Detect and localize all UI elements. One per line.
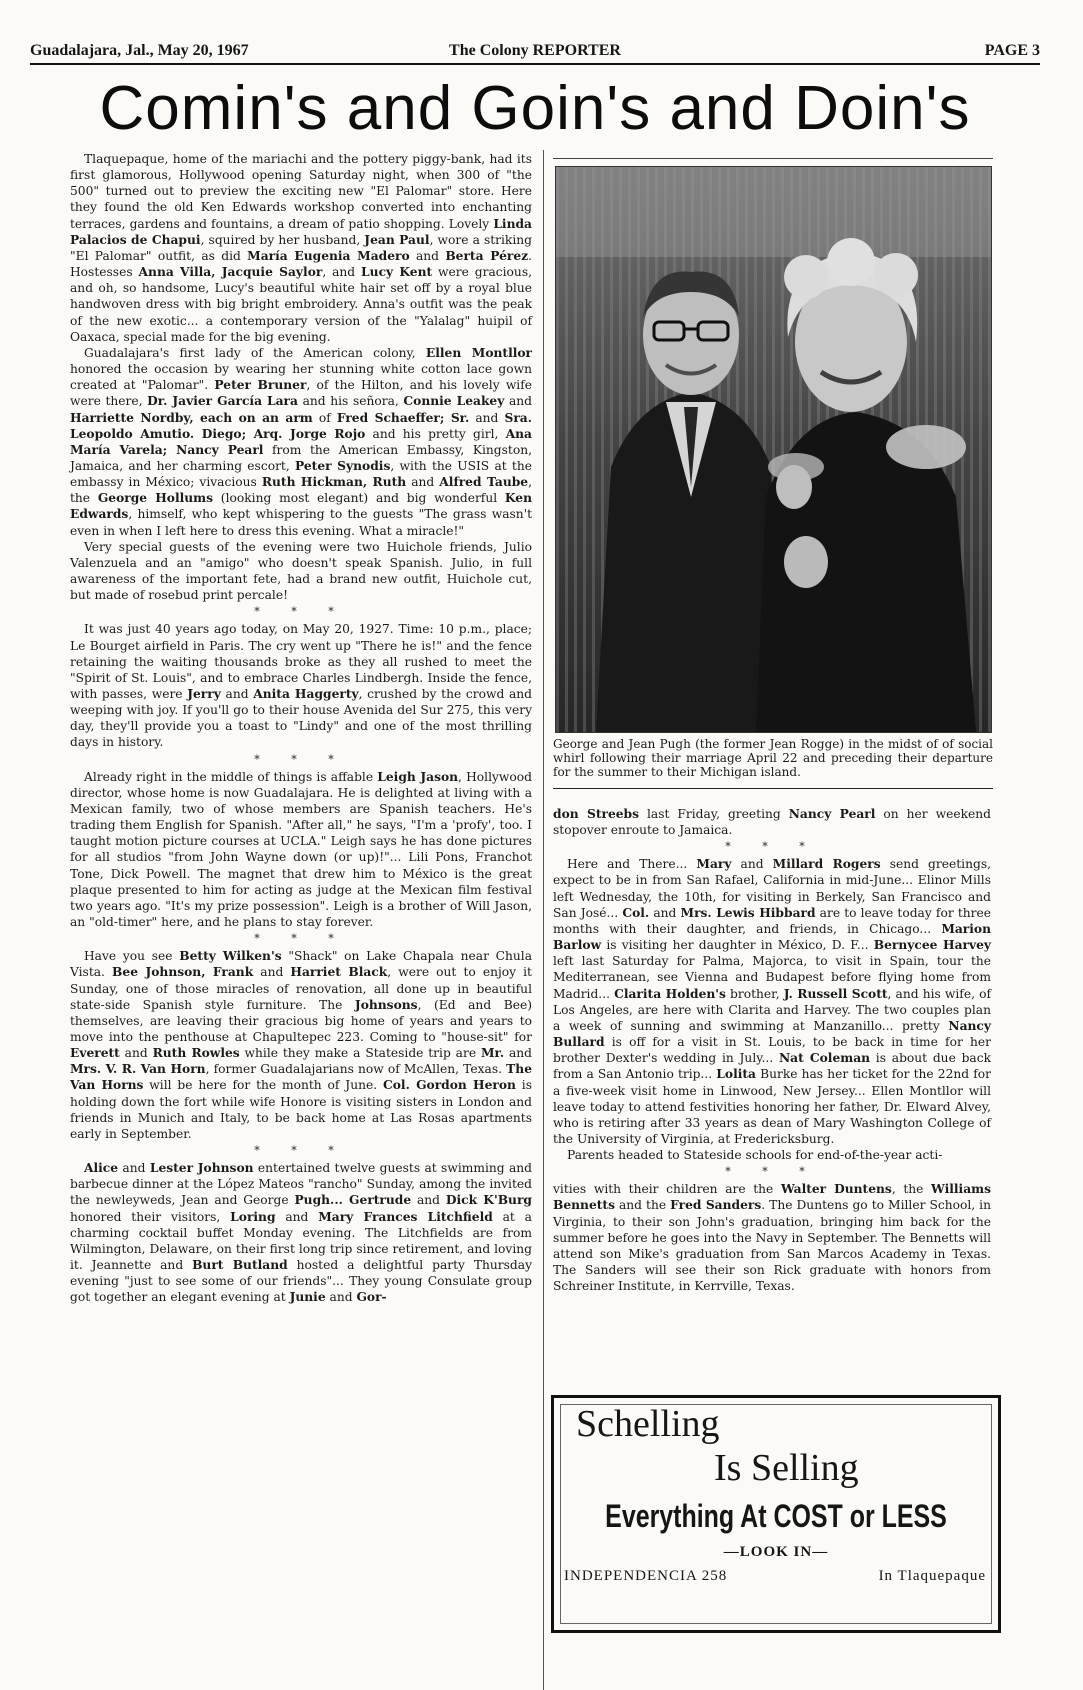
bold-name: Burt Butland — [192, 1257, 288, 1272]
bold-name: Ellen Montllor — [425, 344, 532, 360]
article-paragraph: Already right in the middle of things is affable Leigh Jason, Hollywood director, whose home is now Guadalajara. He is delighted at living with a Mexican family, two of whose members are Spanish teachers. He's trading them English for Spanish. "After all," he says, "I'm a 'profy', too. I taught motion picture courses at UCLA." Leigh says he has done pictures for all studios "from John Wayne down (or up)!"... Lili Pons, Franchot Tone, Dick Powell. The magnet that drew him to México is the great plaque presented to him for acting as judge at the Mexican film festival two years ago. "It's my prize possession". Leigh is a brother of Will Jason, an "old-timer" here, and he plans to stay forever. — [70, 768, 532, 930]
section-stars: * * * — [254, 1144, 348, 1158]
bold-name: Johnsons — [354, 996, 418, 1012]
bold-name: Dick K'Burg — [445, 1192, 532, 1208]
bold-name: Peter Bruner — [214, 377, 307, 393]
column-divider — [543, 150, 544, 1690]
section-stars: * * * — [725, 840, 819, 854]
article-paragraph: vities with their children are the Walter Duntens, the Williams Bennetts and the Fred Sanders. The Duntens go to Miller School, in Virginia, to their son John's graduation, bringing him back for the summer before he goes into the Navy in September. The Bennetts will attend son Mike's graduation from San Marcos Academy in Texas. The Sanders will see their son Rick graduate with honors from Schreiner Institute, in Kerrville, Texas. — [553, 1181, 991, 1294]
bold-name: Alice — [84, 1160, 119, 1176]
photo-rule — [553, 158, 993, 159]
photo-caption: George and Jean Pugh (the former Jean Rogge) in the midst of of social whirl following their marriage April 22 and preceding their departure for the summer to their Michigan island. — [553, 737, 993, 779]
article-paragraph: don Streebs last Friday, greeting Nancy Pearl on her weekend stopover enroute to Jamaica. — [553, 806, 991, 838]
section-stars: * * * — [254, 932, 348, 946]
dateline: Guadalajara, Jal., May 20, 1967 — [30, 42, 249, 59]
bold-name: Williams Bennetts — [553, 1181, 991, 1213]
bold-name: Clarita Holden's — [614, 985, 726, 1001]
bold-name: Linda Palacios de Chapui — [70, 215, 532, 247]
bold-name: Ken Edwards — [70, 490, 532, 522]
bold-name: Col. — [622, 904, 650, 920]
bold-name: Mary — [696, 856, 732, 872]
bold-name: Ruth Rowles — [152, 1045, 240, 1061]
bold-name: Ana María Varela; Nancy Pearl — [70, 425, 532, 457]
bold-name: Junie — [289, 1289, 326, 1305]
bold-name: Mrs. Lewis Hibbard — [680, 904, 816, 920]
bold-name: J. Russell Scott — [783, 985, 888, 1001]
ad-offer: Everything At COST or LESS — [605, 1498, 947, 1534]
bold-name: Connie Leakey — [403, 393, 505, 409]
bold-name: Harriet Black — [290, 964, 388, 980]
bold-name: Everett — [70, 1045, 120, 1061]
bold-name: Marion Barlow — [553, 920, 991, 953]
bold-name: Fred Schaeffer; Sr. — [336, 409, 470, 425]
schelling-advertisement — [551, 1395, 1001, 1633]
bold-name: Mary Frances Litchfield — [318, 1208, 493, 1224]
article-paragraph: Tlaquepaque, home of the mariachi and the pottery piggy-bank, had its first glamorous, Hollywood opening Saturday night, when 300 of "the 500" turned out to preview the exciting new "El Palomar" store. Here they found the old Ken Edwards workshop converted into enchanting terraces, gardens and fountains, a dream of patio shopping. Lovely Linda Palacios de Chapui, squired by her husband, Jean Paul, wore a striking "El Palomar" outfit, as did María Eugenia Madero and Berta Pérez. Hostesses Anna Villa, Jacquie Saylor, and Lucy Kent were gracious, and oh, so handsome, Lucy's beautiful white hair set off by a royal blue handwoven dress with big bright embroidery. Anna's outfit was the peak of the new exotic... a contemporary version of the "Yalalag" huipil of Oaxaca, special made for the big evening. — [70, 152, 533, 344]
bold-name: Peter Synodis — [294, 457, 391, 473]
right-column — [553, 806, 991, 1294]
bold-name: Berta Pérez — [445, 247, 529, 263]
article-paragraph: Here and There... Mary and Millard Rogers send greetings, expect to be in from San Rafael, California in mid-June... Elinor Mills left Wednesday, the 10th, for visiting in Berkely, San Francisco and San José... Col. and Mrs. Lewis Hibbard are to leave today for three months with their daughter, and friends, in Chicago... Marion Barlow is visiting her daughter in México, D. F... Bernycee Harvey left last Saturday for Palma, Majorca, to visit in Spain, tour the Mediterranean, see Vienna and Budapest before flying home from Madrid... Clarita Holden's brother, J. Russell Scott, and his wife, of Los Angeles, are here with Clarita and Harvey. The two couples plan a week of sunning and swimming at Manzanillo... pretty Nancy Bullard is off for a visit in St. Louis, to be back in time for her brother Dexter's wedding in July... Nat Coleman is about due back from a San Antonio trip... Lolita Burke has her ticket for the 22nd for a five-week visit home in Linwood, New Jersey... Ellen Montllor will leave today to attend festivities honoring her father, Dr. Elward Alvey, who is retiring after 33 years as dean of Mary Washington College of the University of Virginia, at Fredericksburg. — [553, 856, 991, 1146]
article-paragraph: Have you see Betty Wilken's "Shack" on Lake Chapala near Chula Vista. Bee Johnson, Frank and Harriet Black, were out to enjoy it Sunday, one of those miracles of renovation, all done up in beautiful state-side Spanish style furniture. The Johnsons, (Ed and Bee) themselves, are leaving their gracious big home of years and years to move into the penthouse at Chapultepec 223. Coming to "house-sit" for Everett and Ruth Rowles while they make a Stateside trip are Mr. and Mrs. V. R. Van Horn, former Guadalajarians now of McAllen, Texas. The Van Horns will be here for the month of June. Col. Gordon Heron is holding down the fort while wife Honore is visiting sisters in London and friends in Munich and Italy, to be back home at Las Rosas apartments early in September. — [70, 948, 533, 1141]
section-stars: * * * — [254, 752, 348, 766]
bold-name: George Hollums — [97, 490, 214, 506]
masthead-rule — [30, 63, 1040, 65]
bold-name: don Streebs — [553, 806, 639, 821]
article-paragraph: Very special guests of the evening were two Huichole friends, Julio Valenzuela and an "amigo" who doesn't speak Spanish. Julio, in full awareness of the important fete, had a brand new outfit, Huichole cut, but made of rosebud print percale! — [70, 539, 532, 603]
bold-name: The Van Horns — [70, 1061, 532, 1093]
ad-selling-line: Is Selling — [714, 1447, 859, 1489]
bold-name: Bernycee Harvey — [873, 937, 991, 953]
bold-name: Ruth Hickman, Ruth — [261, 474, 407, 490]
section-stars: * * * — [254, 605, 348, 619]
article-paragraph: Guadalajara's first lady of the American colony, Ellen Montllor honored the occasion by wearing her stunning white cotton lace gown created at "Palomar". Peter Bruner, of the Hilton, and his lovely wife were there, Dr. Javier García Lara and his señora, Connie Leakey and Harriette Nordby, each on an arm of Fred Schaeffer; Sr. and Sra. Leopoldo Amutio. Diego; Arq. Jorge Rojo and his pretty girl, Ana María Varela; Nancy Pearl from the American Embassy, Kingston, Jamaica, and her charming escort, Peter Synodis, with the USIS at the embassy in México; vivacious Ruth Hickman, Ruth and Alfred Taube, the George Hollums (looking most elegant) and big wonderful Ken Edwards, himself, who kept whispering to the guests "The grass wasn't even in when I left here to dress this evening. What a miracle!" — [70, 344, 533, 538]
article-paragraph: Parents headed to Stateside schools for end-of-the-year acti- — [567, 1148, 943, 1163]
bold-name: Walter Duntens — [780, 1181, 892, 1197]
ad-look-in: —LOOK IN— — [723, 1544, 829, 1560]
ad-store-name: Schelling — [576, 1403, 720, 1445]
bold-name: Sra. Leopoldo Amutio. Diego; Arq. Jorge Rojo — [70, 409, 532, 441]
bold-name: Nat Coleman — [778, 1050, 871, 1066]
bold-name: Pugh... Gertrude — [294, 1192, 412, 1208]
couple-photo-graphic — [556, 167, 991, 732]
bold-name: Harriette Nordby, each on an arm — [70, 409, 313, 425]
bold-name: Mr. — [480, 1045, 505, 1061]
bold-name: Jerry — [187, 686, 221, 701]
bold-name: María Eugenia Madero — [247, 247, 410, 263]
bold-name: Millard Rogers — [772, 856, 881, 872]
bold-name: Dr. Javier García Lara — [147, 393, 298, 409]
masthead — [30, 34, 1040, 64]
bold-name: Nancy Pearl — [788, 806, 876, 821]
section-stars: * * * — [725, 1165, 819, 1179]
bold-name: Lucy Kent — [361, 264, 433, 280]
caption-rule — [553, 788, 993, 789]
ad-town: In Tlaquepaque — [878, 1568, 986, 1584]
bold-name: Bee Johnson, Frank — [112, 964, 254, 980]
bold-name: Gor- — [356, 1289, 387, 1305]
bold-name: Anita Haggerty — [253, 686, 359, 701]
bold-name: Lester Johnson — [149, 1160, 254, 1176]
bold-name: Jean Paul — [364, 231, 430, 247]
paper-name: The Colony REPORTER — [449, 42, 621, 59]
article-paragraph: Alice and Lester Johnson entertained twelve guests at swimming and barbecue dinner at the López Mateos "rancho" Sunday, among the invited the newleyweds, Jean and George Pugh... Gertrude and Dick K'Burg honored their visitors, Loring and Mary Frances Litchfield at a charming cocktail buffet Monday evening. The Litchfields are from Wilmington, Delaware, on their first long trip since retirement, and loving it. Jeannette and Burt Butland hosted a delightful party Thursday evening "just to see some of our friends"... They young Consulate group got together an elegant evening at Junie and Gor- — [70, 1160, 533, 1305]
couple-photo — [555, 166, 992, 733]
bold-name: Alfred Taube — [439, 474, 529, 490]
bold-name: Nancy Bullard — [553, 1017, 991, 1050]
page-number: PAGE 3 — [984, 42, 1040, 59]
bold-name: Fred Sanders — [670, 1197, 762, 1213]
bold-name: Betty Wilken's — [179, 948, 282, 964]
bold-name: Anna Villa, Jacquie Saylor — [138, 264, 323, 280]
left-column — [70, 151, 532, 1305]
bold-name: Loring — [230, 1208, 276, 1224]
bold-name: Col. Gordon Heron — [383, 1077, 516, 1093]
ad-address: INDEPENDENCIA 258 — [564, 1568, 728, 1584]
article-paragraph: It was just 40 years ago today, on May 20, 1927. Time: 10 p.m., place; Le Bourget airfield in Paris. The cry went up "There he is!" and the fence retaining the waiting thousands broke as they all rushed to meet the "Spirit of St. Louis", and to embrace Charles Lindbergh. Inside the fence, with passes, were Jerry and Anita Haggerty, crushed by the crowd and weeping with joy. If you'll go to their house Avenida del Sur 275, this very day, they'll provide you a toast to "Lindy" and one of the most thrilling days in history. — [70, 622, 533, 750]
bold-name: Leigh Jason — [377, 768, 459, 784]
bold-name: Lolita — [716, 1066, 756, 1082]
headline: Comin's and Goin's and Doin's — [99, 74, 971, 143]
bold-name: Mrs. V. R. Van Horn — [70, 1061, 206, 1077]
